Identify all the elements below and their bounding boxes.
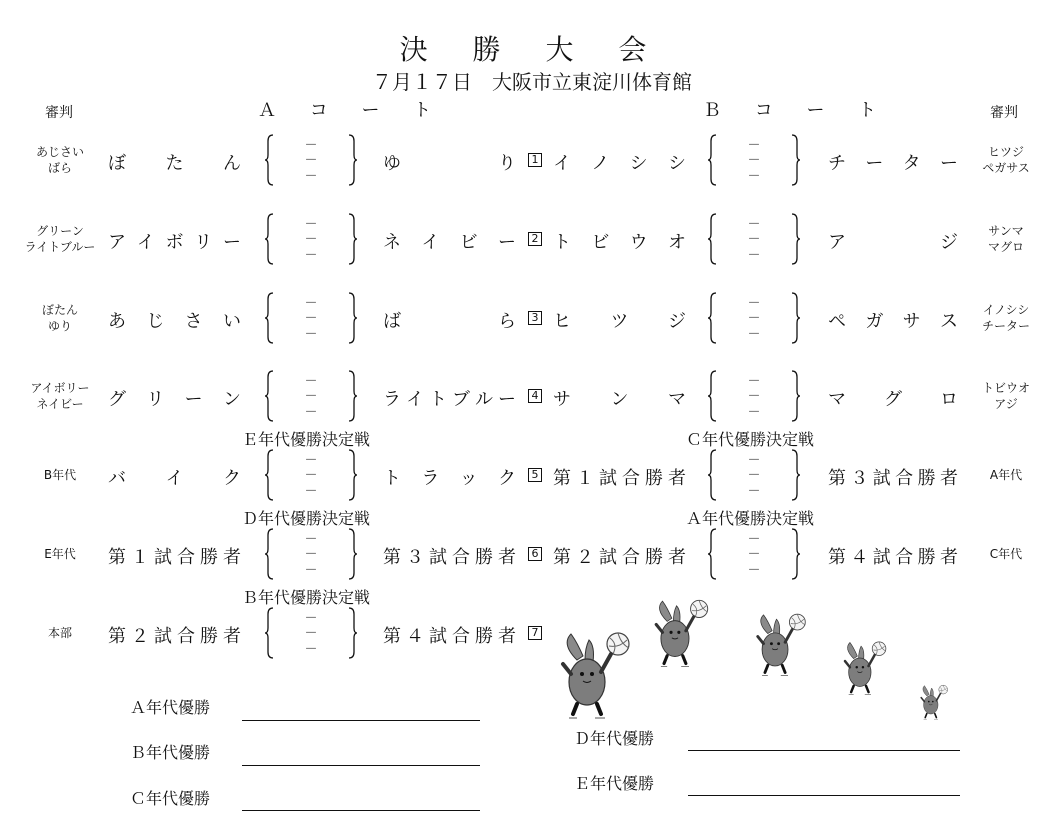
score-slot[interactable]: － bbox=[747, 153, 761, 168]
winner-write-line[interactable] bbox=[688, 795, 960, 796]
score-slot[interactable]: － bbox=[304, 626, 318, 641]
score-slot[interactable]: － bbox=[747, 547, 761, 562]
score-slot[interactable]: － bbox=[747, 532, 761, 547]
team-a-right: ネ イ ビ ー bbox=[383, 232, 516, 253]
score-slot[interactable]: － bbox=[747, 138, 761, 153]
team-a-right: ゆ り bbox=[383, 153, 516, 174]
referee-team: 本部 bbox=[47, 626, 72, 640]
score-bracket-b bbox=[708, 528, 800, 580]
final-heading-b: Ｃ年代優勝決定戦 bbox=[686, 430, 815, 449]
score-bracket-a bbox=[265, 607, 357, 659]
bunny-volleyball-icon bbox=[555, 630, 645, 720]
team-a-left: グ リ ー ン bbox=[108, 389, 241, 410]
team-a-left: 第 ２ 試 合 勝 者 bbox=[108, 626, 241, 647]
winner-label: Ｃ年代優勝 bbox=[130, 789, 211, 808]
referee-a bbox=[15, 625, 105, 641]
referee-a bbox=[15, 144, 105, 176]
referee-team: C年代 bbox=[989, 547, 1023, 561]
team-a-right: ト ラ ッ ク bbox=[383, 468, 516, 489]
referee-team: アジ bbox=[994, 397, 1018, 412]
referee-team: ヒツジ bbox=[987, 145, 1024, 159]
referee-team: E年代 bbox=[44, 547, 76, 561]
referee-a bbox=[15, 302, 105, 334]
team-b-left: 第 １ 試 合 勝 者 bbox=[553, 468, 686, 489]
team-b-right: ペ ガ サ ス bbox=[828, 311, 958, 332]
match-number: 4 bbox=[528, 389, 542, 403]
referee-b bbox=[961, 467, 1051, 483]
team-a-left: ア イ ボ リ ー bbox=[108, 232, 241, 253]
team-a-right: 第 ３ 試 合 勝 者 bbox=[383, 547, 516, 568]
score-slot[interactable]: － bbox=[304, 232, 318, 247]
score-slot[interactable]: － bbox=[747, 405, 761, 420]
winner-label: Ｂ年代優勝 bbox=[130, 743, 211, 762]
score-slot[interactable]: － bbox=[747, 453, 761, 468]
match-number: 6 bbox=[528, 547, 542, 561]
team-b-right: チ ー タ ー bbox=[828, 153, 958, 174]
winner-label: Ｄ年代優勝 bbox=[574, 729, 655, 748]
score-slot[interactable]: － bbox=[304, 642, 318, 657]
score-slot[interactable]: － bbox=[304, 217, 318, 232]
referee-team: アイボリー bbox=[30, 381, 90, 395]
referee-b bbox=[961, 302, 1051, 334]
score-slot[interactable]: － bbox=[304, 138, 318, 153]
referee-header-b: 審判 bbox=[990, 105, 1018, 121]
referee-team: ネイビー bbox=[36, 397, 84, 412]
score-slot[interactable]: － bbox=[747, 296, 761, 311]
winner-label: Ａ年代優勝 bbox=[130, 698, 211, 717]
referee-a bbox=[15, 380, 105, 412]
court-a-label: Ａ コ ー ト bbox=[258, 100, 446, 121]
team-b-right: 第 ３ 試 合 勝 者 bbox=[828, 468, 958, 489]
referee-team: あじさい bbox=[35, 145, 84, 159]
score-slot[interactable]: － bbox=[747, 563, 761, 578]
score-bracket-a bbox=[265, 213, 357, 265]
winner-write-line[interactable] bbox=[688, 750, 960, 751]
winner-write-line[interactable] bbox=[242, 765, 480, 766]
match-number: 2 bbox=[528, 232, 542, 246]
referee-team: ゆり bbox=[47, 319, 72, 334]
team-a-left: ぼ た ん bbox=[108, 153, 241, 174]
score-slot[interactable]: － bbox=[747, 311, 761, 326]
score-bracket-b bbox=[708, 370, 800, 422]
score-slot[interactable]: － bbox=[304, 547, 318, 562]
score-slot[interactable]: － bbox=[747, 484, 761, 499]
referee-b bbox=[961, 380, 1051, 412]
referee-team: サンマ bbox=[988, 224, 1024, 238]
bunny-volleyball-icon bbox=[650, 598, 720, 668]
team-b-left: イ ノ シ シ bbox=[553, 153, 686, 174]
score-slot[interactable]: － bbox=[747, 169, 761, 184]
team-b-left: ヒ ツ ジ bbox=[553, 311, 686, 332]
score-bracket-b bbox=[708, 292, 800, 344]
score-slot[interactable]: － bbox=[304, 296, 318, 311]
score-slot[interactable]: － bbox=[304, 169, 318, 184]
winner-write-line[interactable] bbox=[242, 720, 480, 721]
team-a-right: 第 ４ 試 合 勝 者 bbox=[383, 626, 516, 647]
bunny-volleyball-icon bbox=[752, 612, 817, 677]
score-bracket-b bbox=[708, 449, 800, 501]
team-a-right: ラ イ ト ブ ル ー bbox=[383, 389, 516, 410]
score-slot[interactable]: － bbox=[304, 563, 318, 578]
match-number: 1 bbox=[528, 153, 542, 167]
referee-header-a: 審判 bbox=[45, 105, 73, 121]
referee-a bbox=[15, 223, 105, 255]
score-slot[interactable]: － bbox=[304, 405, 318, 420]
team-b-right: 第 ４ 試 合 勝 者 bbox=[828, 547, 958, 568]
court-b-label: Ｂ コ ー ト bbox=[703, 100, 891, 121]
page-title: 決 勝 大 会 bbox=[399, 33, 665, 66]
team-b-right: ア ジ bbox=[828, 232, 958, 253]
score-slot[interactable]: － bbox=[304, 484, 318, 499]
score-bracket-a bbox=[265, 449, 357, 501]
score-slot[interactable]: － bbox=[747, 217, 761, 232]
team-b-right: マ グ ロ bbox=[828, 389, 958, 410]
score-slot[interactable]: － bbox=[304, 611, 318, 626]
score-bracket-a bbox=[265, 292, 357, 344]
score-slot[interactable]: － bbox=[304, 532, 318, 547]
referee-b bbox=[961, 546, 1051, 562]
referee-team: ライトブルー bbox=[24, 240, 96, 255]
score-slot[interactable]: － bbox=[304, 453, 318, 468]
referee-team: ペガサス bbox=[982, 161, 1030, 176]
team-a-right: ば ら bbox=[383, 311, 516, 332]
score-bracket-a bbox=[265, 528, 357, 580]
score-slot[interactable]: － bbox=[304, 153, 318, 168]
bunny-volleyball-icon bbox=[840, 640, 896, 696]
referee-a bbox=[15, 546, 105, 562]
score-slot[interactable]: － bbox=[304, 468, 318, 483]
referee-team: トビウオ bbox=[981, 381, 1030, 395]
score-bracket-b bbox=[708, 134, 800, 186]
referee-b bbox=[961, 223, 1051, 255]
score-slot[interactable]: － bbox=[304, 389, 318, 404]
final-heading-a: Ｅ年代優勝決定戦 bbox=[242, 430, 371, 449]
score-slot[interactable]: － bbox=[304, 374, 318, 389]
team-b-left: 第 ２ 試 合 勝 者 bbox=[553, 547, 686, 568]
score-slot[interactable]: － bbox=[747, 232, 761, 247]
score-bracket-a bbox=[265, 370, 357, 422]
referee-team: グリーン bbox=[36, 224, 84, 238]
referee-team: ぼたん bbox=[41, 303, 78, 317]
referee-a bbox=[15, 467, 105, 483]
score-slot[interactable]: － bbox=[747, 327, 761, 342]
score-slot[interactable]: － bbox=[304, 327, 318, 342]
referee-team: A年代 bbox=[989, 468, 1023, 482]
final-heading-a: Ｄ年代優勝決定戦 bbox=[242, 509, 371, 528]
referee-team: マグロ bbox=[987, 240, 1024, 255]
referee-team: B年代 bbox=[43, 468, 77, 482]
score-slot[interactable]: － bbox=[304, 248, 318, 263]
score-slot[interactable]: － bbox=[747, 468, 761, 483]
referee-team: チーター bbox=[981, 319, 1030, 334]
score-slot[interactable]: － bbox=[747, 389, 761, 404]
referee-team: イノシシ bbox=[982, 303, 1030, 317]
winner-label: Ｅ年代優勝 bbox=[574, 774, 655, 793]
referee-b bbox=[961, 144, 1051, 176]
score-slot[interactable]: － bbox=[747, 248, 761, 263]
team-a-left: 第 １ 試 合 勝 者 bbox=[108, 547, 241, 568]
match-number: 3 bbox=[528, 311, 542, 325]
final-heading-a: Ｂ年代優勝決定戦 bbox=[242, 588, 371, 607]
score-slot[interactable]: － bbox=[747, 374, 761, 389]
team-a-left: バ イ ク bbox=[108, 468, 241, 489]
team-b-left: サ ン マ bbox=[553, 389, 686, 410]
score-slot[interactable]: － bbox=[304, 311, 318, 326]
final-heading-b: Ａ年代優勝決定戦 bbox=[686, 509, 815, 528]
match-number: 7 bbox=[528, 626, 542, 640]
team-a-left: あ じ さ い bbox=[108, 311, 241, 332]
winner-write-line[interactable] bbox=[242, 810, 480, 811]
score-bracket-b bbox=[708, 213, 800, 265]
match-number: 5 bbox=[528, 468, 542, 482]
team-b-left: ト ビ ウ オ bbox=[553, 232, 686, 253]
referee-team: ばら bbox=[47, 161, 72, 176]
score-bracket-a bbox=[265, 134, 357, 186]
bunny-volleyball-icon bbox=[918, 684, 954, 720]
event-date-venue: ７月１７日 大阪市立東淀川体育館 bbox=[372, 70, 692, 94]
